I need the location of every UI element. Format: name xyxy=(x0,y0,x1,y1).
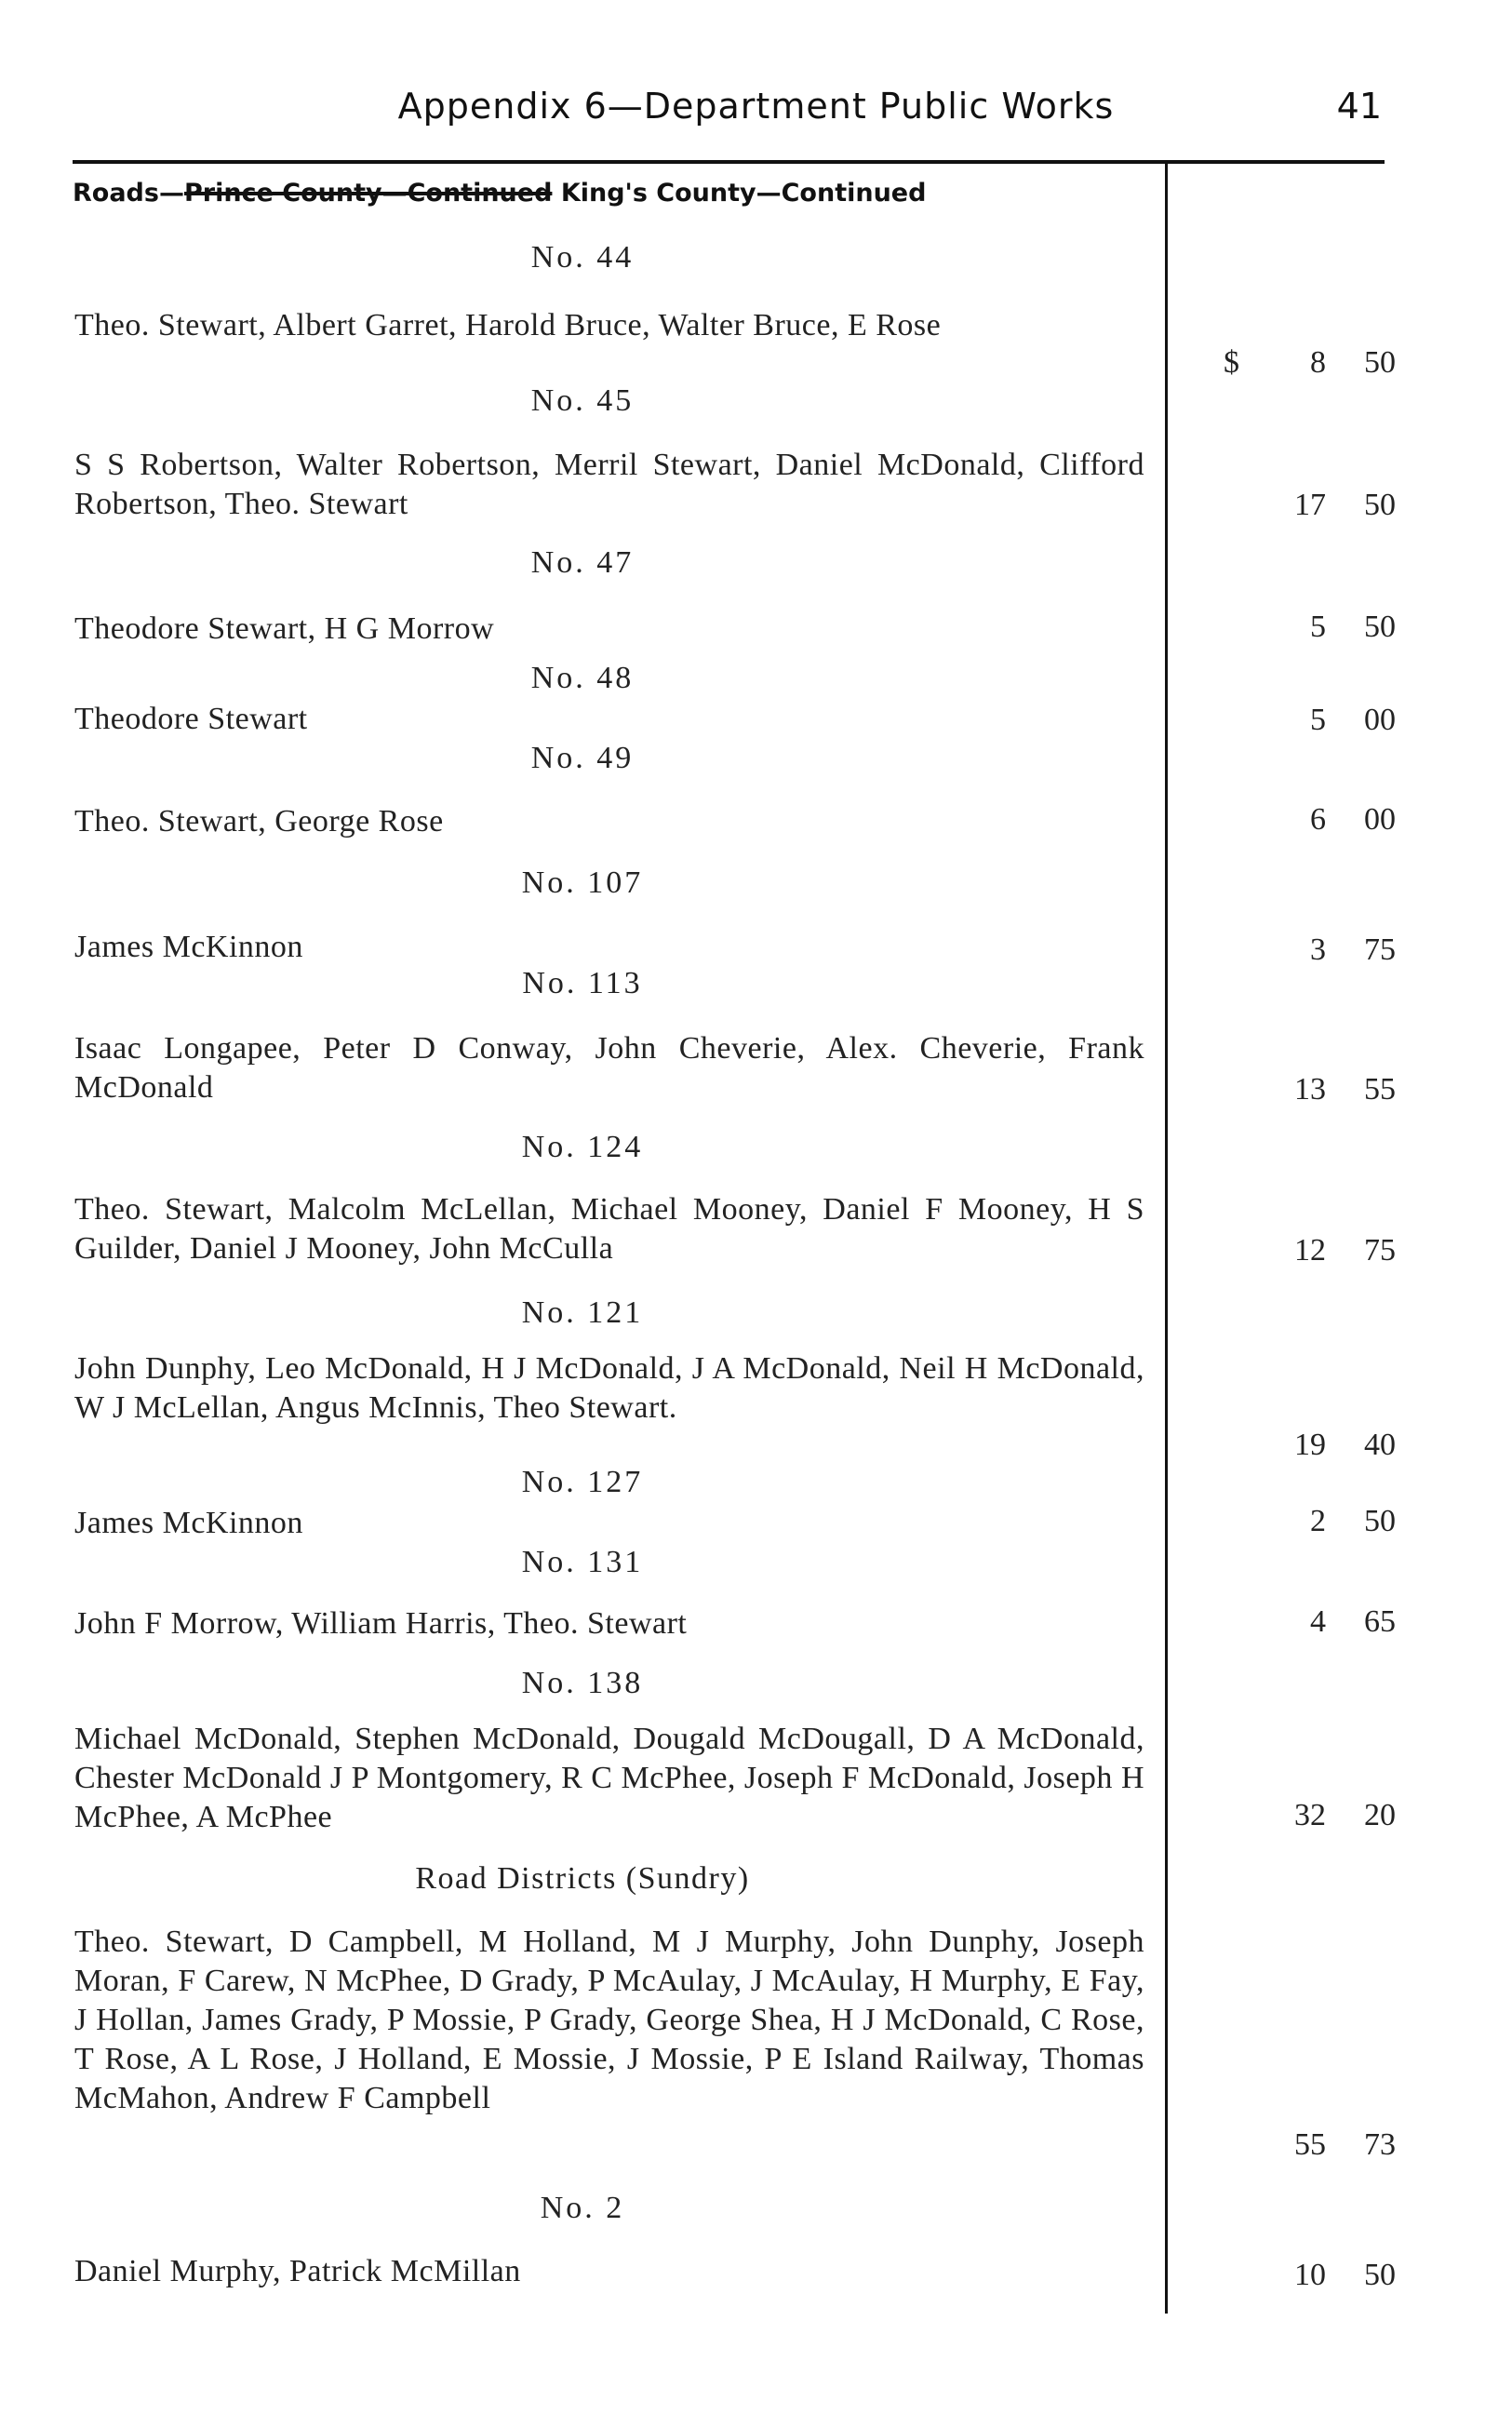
amount-dollars: 55 xyxy=(1294,2127,1326,2162)
amount-dollars: 2 xyxy=(1310,1504,1326,1538)
amount-cents: 50 xyxy=(1364,488,1396,522)
district-heading: No. 44 xyxy=(530,240,635,275)
currency-symbol: $ xyxy=(1224,345,1239,380)
amount-dollars: 19 xyxy=(1294,1428,1326,1462)
amount-cents: 75 xyxy=(1364,932,1396,967)
payee-names: James McKinnon xyxy=(74,930,303,964)
amount-cents: 50 xyxy=(1364,1504,1396,1538)
payee-names: Theo. Stewart, D Campbell, M Holland, M J Murphy, John Dunphy, Joseph Moran, F Carew, N McPhee, D Grady, P McAulay, J McAulay, H Murphy, E Fay, J Hollan, James Grady, P Mossie, P Grady, George Shea, H J McDonald, C Rose, T Rose, A L Rose, J Holland, E Mossie, J Mossie, P E Island Railway, Thomas McMahon, Andrew F Campbell xyxy=(74,1925,1144,2115)
top-rule xyxy=(73,160,1385,164)
amount-dollars: 12 xyxy=(1294,1233,1326,1268)
payee-names: Theodore Stewart, H G Morrow xyxy=(74,611,495,646)
page-number: 41 xyxy=(1336,86,1382,127)
payee-names: John F Morrow, William Harris, Theo. Stewart xyxy=(74,1606,688,1641)
district-heading: No. 113 xyxy=(522,966,643,1000)
amount-cents: 20 xyxy=(1364,1798,1396,1832)
amount-dollars: 3 xyxy=(1310,932,1326,967)
payee-names: Theodore Stewart xyxy=(74,702,308,736)
amount-dollars: 8 xyxy=(1310,345,1326,380)
section-title: King's County—Continued xyxy=(560,179,927,208)
amount-dollars: 5 xyxy=(1310,703,1326,737)
amount-cents: 00 xyxy=(1364,802,1396,837)
payee-names: Theo. Stewart, Albert Garret, Harold Bruce, Walter Bruce, E Rose xyxy=(74,308,942,342)
amount-cents: 75 xyxy=(1364,1233,1396,1268)
payee-names: Michael McDonald, Stephen McDonald, Dougald McDougall, D A McDonald, Chester McDonald J P Montgomery, R C McPhee, Joseph F McDonald, Joseph H McPhee, A McPhee xyxy=(74,1722,1144,1834)
district-heading: No. 45 xyxy=(530,383,635,418)
district-heading: No. 107 xyxy=(521,865,644,900)
amount-cents: 50 xyxy=(1364,610,1396,644)
section-heading xyxy=(73,179,926,208)
amount-cents: 00 xyxy=(1364,703,1396,737)
amount-cents: 50 xyxy=(1364,345,1396,380)
district-heading: No. 2 xyxy=(540,2191,625,2225)
amount-dollars: 17 xyxy=(1294,488,1326,522)
amount-cents: 65 xyxy=(1364,1604,1396,1639)
payee-names: James McKinnon xyxy=(74,1506,303,1540)
amount-dollars: 6 xyxy=(1310,802,1326,837)
district-heading: Road Districts (Sundry) xyxy=(415,1861,750,1896)
amount-cents: 73 xyxy=(1364,2127,1396,2162)
amount-cents: 50 xyxy=(1364,2258,1396,2292)
payee-names: Theo. Stewart, Malcolm McLellan, Michael Mooney, Daniel F Mooney, H S Guilder, Daniel J Mooney, John McCulla xyxy=(74,1192,1144,1266)
amount-dollars: 32 xyxy=(1294,1798,1326,1832)
district-heading: No. 138 xyxy=(521,1666,644,1700)
amount-dollars: 4 xyxy=(1310,1604,1326,1639)
district-heading: No. 121 xyxy=(521,1295,644,1330)
district-heading: No. 131 xyxy=(521,1545,644,1579)
district-heading: No. 49 xyxy=(530,741,635,775)
payee-names: Daniel Murphy, Patrick McMillan xyxy=(74,2254,521,2288)
amount-cents: 55 xyxy=(1364,1072,1396,1107)
amount-dollars: 13 xyxy=(1294,1072,1326,1107)
amount-dollars: 10 xyxy=(1294,2258,1326,2292)
district-heading: No. 127 xyxy=(521,1465,644,1499)
payee-names: Isaac Longapee, Peter D Conway, John Cheverie, Alex. Cheverie, Frank McDonald xyxy=(74,1031,1144,1105)
struck-section-text: Prince County—Continued xyxy=(183,179,553,208)
payee-names: John Dunphy, Leo McDonald, H J McDonald, J A McDonald, Neil H McDonald, W J McLellan, Angus McInnis, Theo Stewart. xyxy=(74,1351,1144,1425)
running-title: Appendix 6—Department Public Works xyxy=(397,86,1115,127)
payee-names: Theo. Stewart, George Rose xyxy=(74,804,444,838)
amount-cents: 40 xyxy=(1364,1428,1396,1462)
district-heading: No. 47 xyxy=(530,545,635,580)
district-heading: No. 124 xyxy=(521,1130,644,1164)
amount-dollars: 5 xyxy=(1310,610,1326,644)
amount-column-rule xyxy=(1165,164,1168,2314)
payee-names: S S Robertson, Walter Robertson, Merril Stewart, Daniel McDonald, Clifford Robertson, Theo. Stewart xyxy=(74,448,1144,521)
section-prefix: Roads— xyxy=(73,179,184,208)
district-heading: No. 48 xyxy=(530,661,635,695)
